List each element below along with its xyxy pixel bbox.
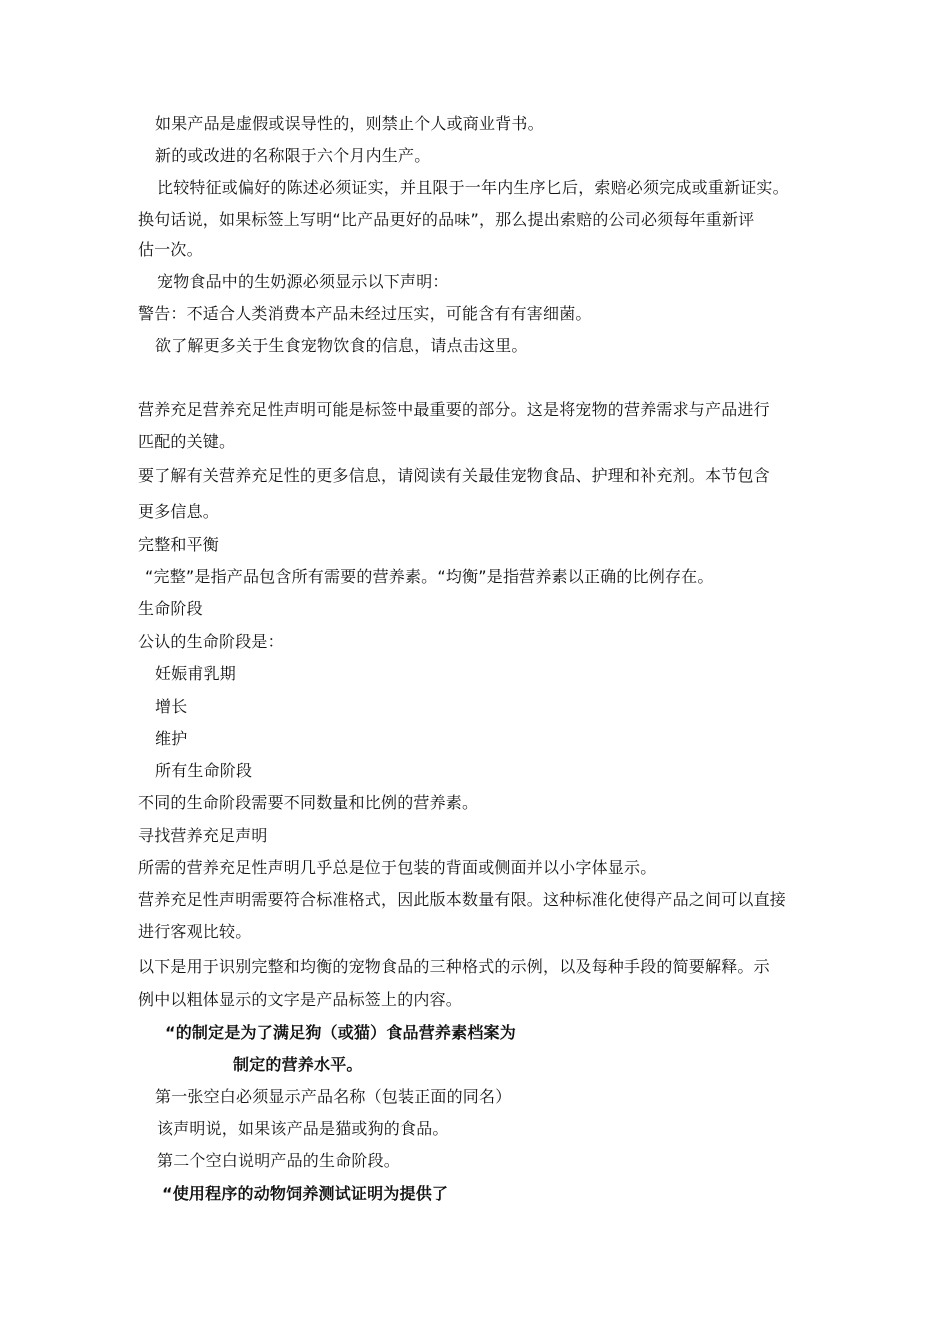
text-line: 以下是用于识别完整和均衡的宠物食品的三种格式的示例，以及每种手段的简要解释。示 bbox=[138, 957, 770, 976]
text-line: 营养充足性声明需要符合标准格式，因此版本数量有限。这种标准化使得产品之间可以直接 bbox=[138, 890, 787, 909]
text-line: 估一次。 bbox=[138, 240, 203, 259]
list-item: 妊娠甫乳期 bbox=[155, 664, 237, 683]
section-heading: 完整和平衡 bbox=[138, 535, 220, 554]
text-line: 换句话说，如果标签上写明“比产品更好的品味”，那么提出索赔的公司必须每年重新评 bbox=[138, 210, 755, 229]
bold-label-line: 制定的营养水平。 bbox=[233, 1055, 363, 1074]
text-line: 所需的营养充足性声明几乎总是位于包装的背面或侧面并以小字体显示。 bbox=[138, 858, 657, 877]
section-heading: 生命阶段 bbox=[138, 599, 203, 618]
text-line: “完整”是指产品包含所有需要的营养素。“均衡”是指营养素以正确的比例存在。 bbox=[145, 567, 714, 586]
text-line: 要了解有关营养充足性的更多信息，请阅读有关最佳宠物食品、护理和补充剂。本节包含 bbox=[138, 466, 770, 485]
text-line: 更多信息。 bbox=[138, 502, 220, 521]
list-item: 维护 bbox=[155, 729, 188, 748]
text-line: 如果产品是虚假或误导性的，则禁止个人或商业背书。 bbox=[155, 114, 544, 133]
text-line: 匹配的关键。 bbox=[138, 432, 236, 451]
text-line: 欲了解更多关于生食宠物饮食的信息，请点击这里。 bbox=[155, 336, 528, 355]
text-line: 新的或改进的名称限于六个月内生产。 bbox=[155, 146, 431, 165]
text-line: 例中以粗体显示的文字是产品标签上的内容。 bbox=[138, 990, 463, 1009]
text-line: 进行客观比较。 bbox=[138, 922, 252, 941]
bold-label-line: “使用程序的动物饲养测试证明为提供了 bbox=[162, 1184, 449, 1203]
text-line: 不同的生命阶段需要不同数量和比例的营养素。 bbox=[138, 793, 479, 812]
list-item: 增长 bbox=[155, 697, 188, 716]
text-line: 该声明说，如果该产品是猫或狗的食品。 bbox=[157, 1119, 449, 1138]
text-line: 宠物食品中的生奶源必须显示以下声明： bbox=[157, 272, 449, 291]
text-line: 第一张空白必须显示产品名称（包装正面的同名） bbox=[155, 1087, 512, 1106]
text-line: 比较特征或偏好的陈述必须证实，并且限于一年内生序匕后，索赔必须完成或重新证实。 bbox=[157, 178, 789, 197]
text-line: 公认的生命阶段是： bbox=[138, 632, 284, 651]
list-item: 所有生命阶段 bbox=[155, 761, 253, 780]
warning-line: 警告：不适合人类消费本产品未经过压实，可能含有有害细菌。 bbox=[138, 304, 592, 323]
bold-label-line: “的制定是为了满足狗（或猫）食品营养素档案为 bbox=[165, 1023, 516, 1042]
text-line: 第二个空白说明产品的生命阶段。 bbox=[157, 1151, 401, 1170]
section-heading: 寻找营养充足声明 bbox=[138, 826, 268, 845]
text-line: 营养充足营养充足性声明可能是标签中最重要的部分。这是将宠物的营养需求与产品进行 bbox=[138, 400, 770, 419]
